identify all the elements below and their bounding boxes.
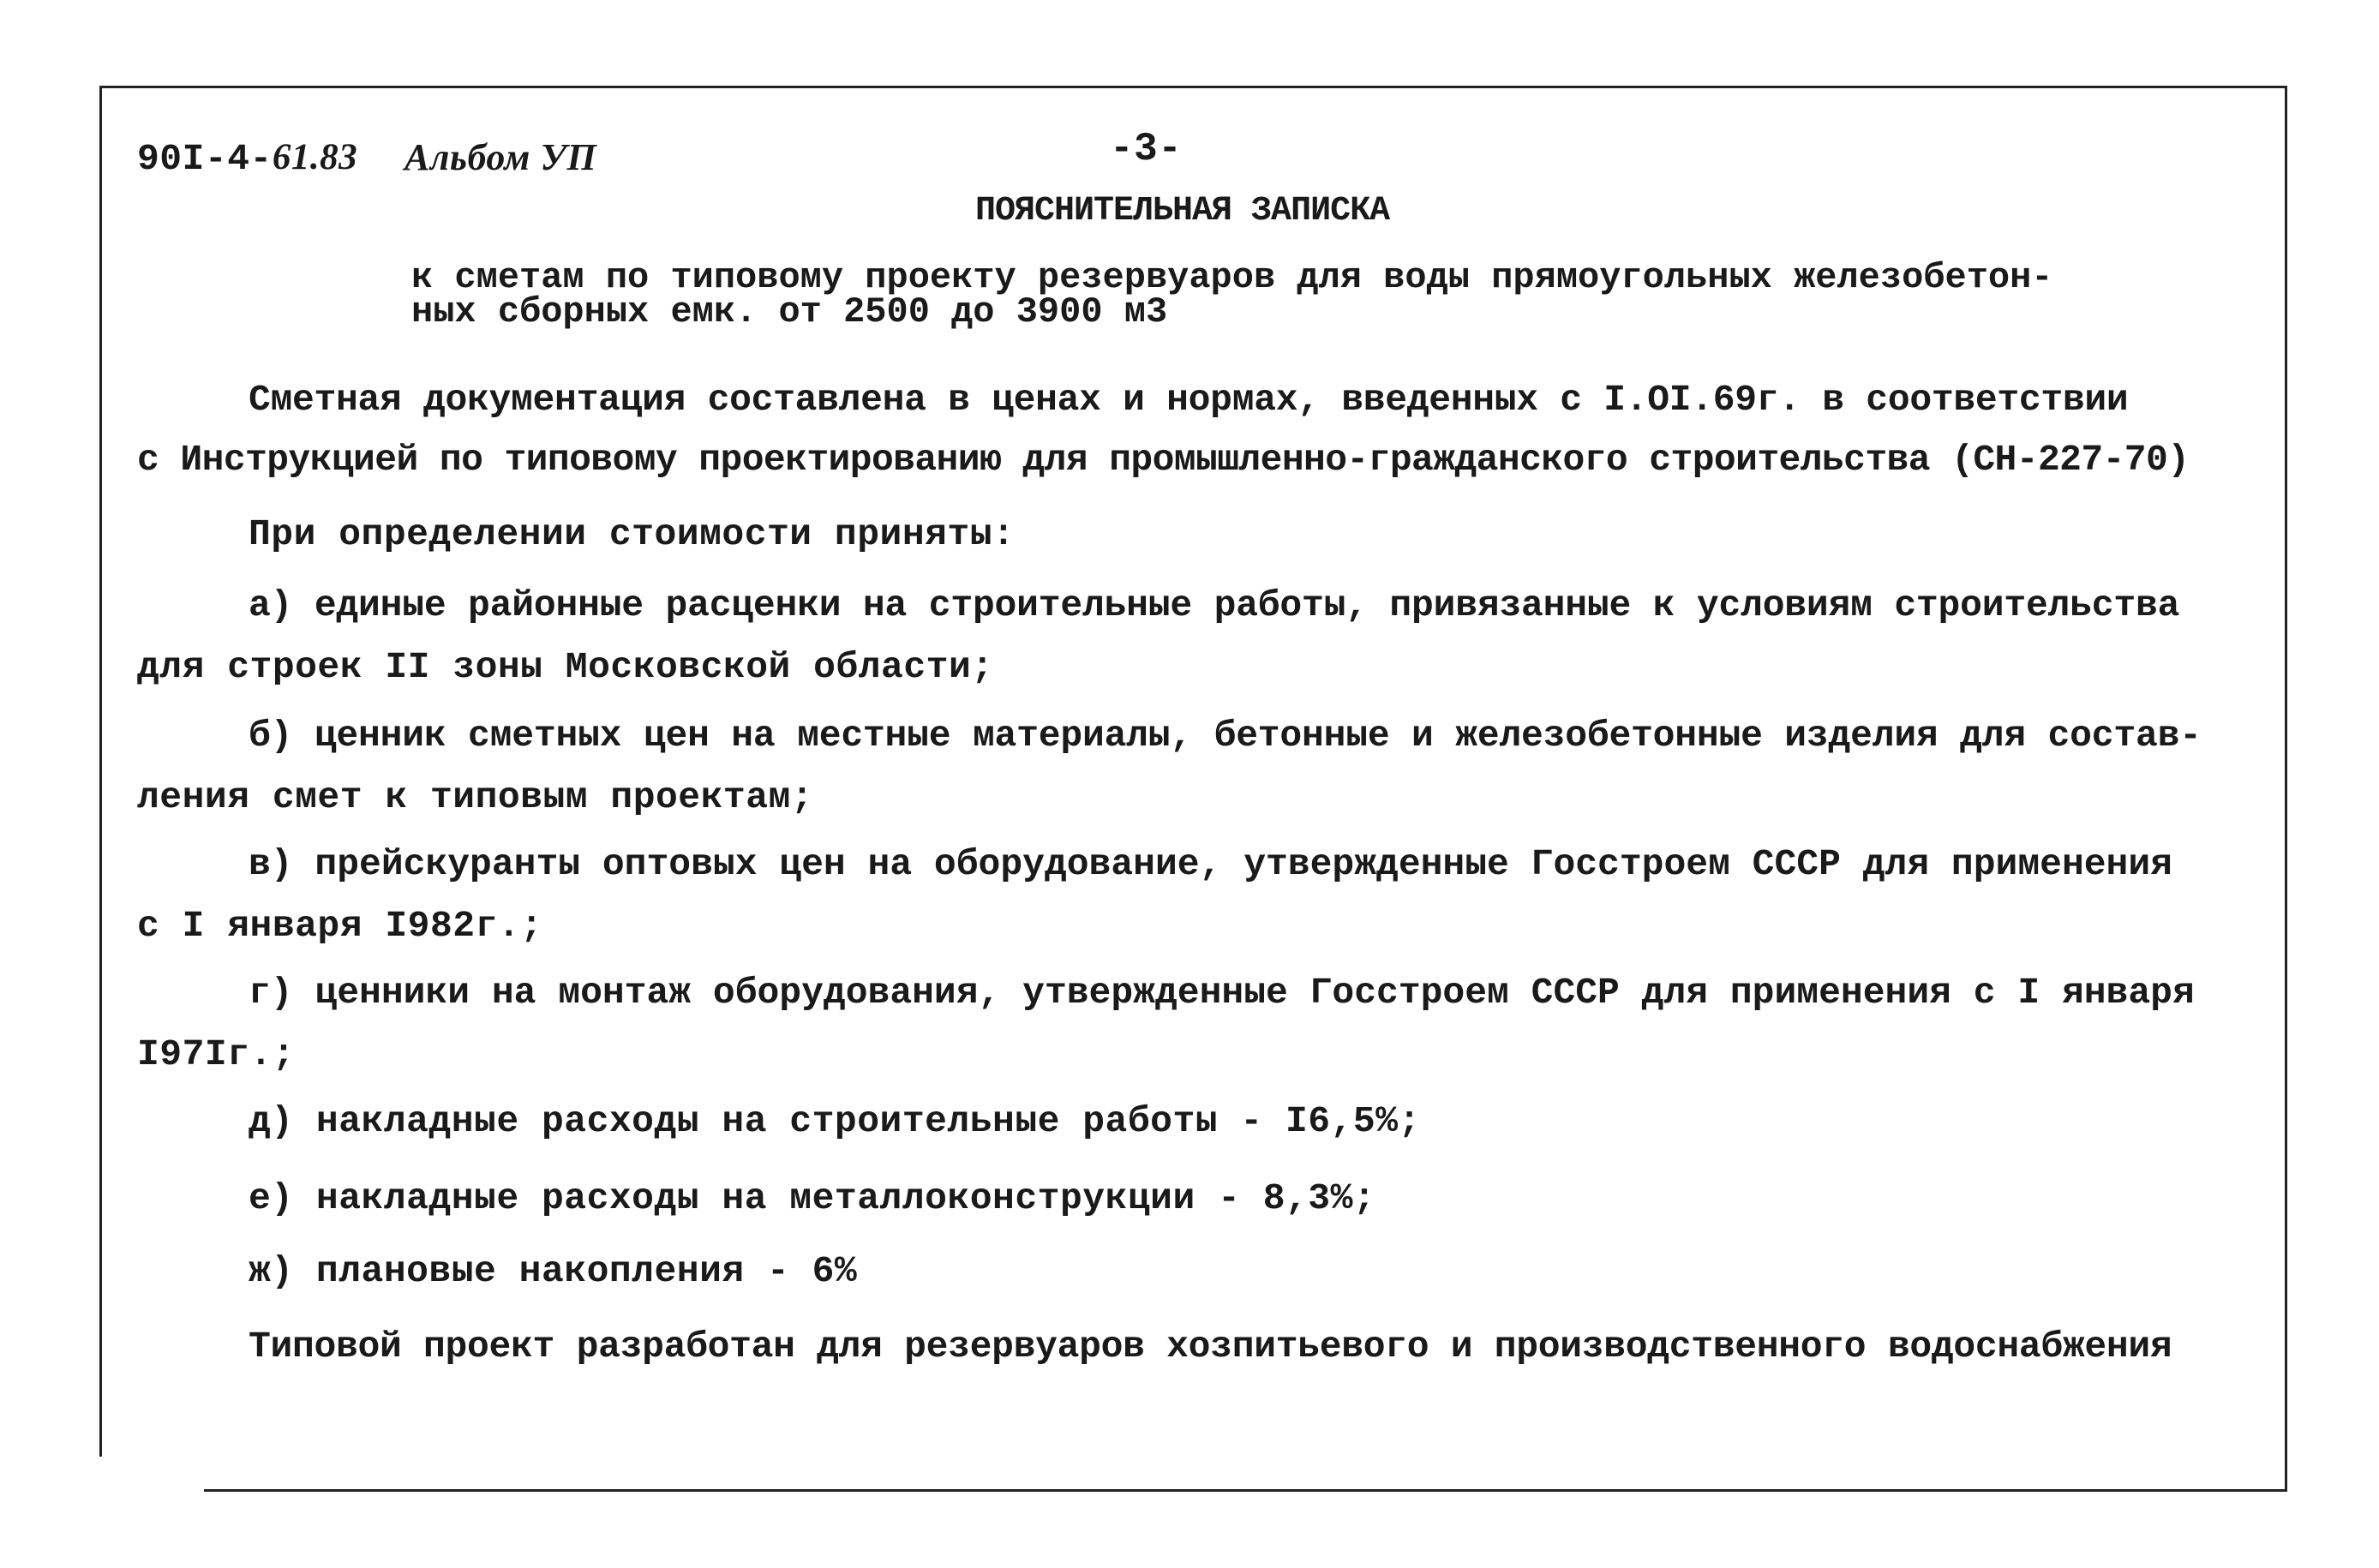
item-d: д) накладные расходы на строительные работы - I6,5%; (249, 1100, 1421, 1142)
album-label: Альбом УП (404, 136, 597, 178)
doc-code-handwritten: 61.83 (272, 137, 358, 177)
doc-code-prefix: 90I-4- (137, 138, 273, 180)
frame-left-line (99, 86, 102, 1457)
closing-line: Типовой проект разработан для резервуаров хозпитьевого и производственного водоснабжения (249, 1326, 2172, 1368)
item-b-line-2: ления смет к типовым проектам; (137, 776, 814, 818)
frame-top-line (99, 86, 2285, 88)
item-zh: ж) плановые накопления - 6% (249, 1250, 858, 1292)
intro-line-1: Сметная документация составлена в ценах и нормах, введенных с I.OI.69г. в соответствии (249, 379, 2129, 421)
item-v-line-1: в) прейскуранты оптовых цен на оборудование, утвержденные Госстроем СССР для применения (249, 843, 2172, 885)
item-b-line-1: б) ценник сметных цен на местные материалы, бетонные и железобетонные изделия для состав- (249, 715, 2202, 757)
subtitle-line-1: к сметам по типовому проекту резервуаров для воды прямоугольных железобетон- (411, 257, 2053, 298)
subtitle-line-2: ных сборных емк. от 2500 до 3900 м3 (411, 291, 1168, 332)
item-e: е) накладные расходы на металлоконструкции - 8,3%; (249, 1177, 1376, 1219)
cost-lead: При определении стоимости приняты: (249, 513, 1016, 555)
intro-line-2: с Инструкцией по типовому проектированию для промышленно-гражданского строительства (СН-227-70) (137, 439, 2190, 481)
page-title: ПОЯСНИТЕЛЬНАЯ ЗАПИСКА (975, 192, 1390, 230)
frame-bottom-line (204, 1489, 2287, 1492)
item-v-line-2: с I января I982г.; (137, 905, 543, 947)
item-g-line-1: г) ценники на монтаж оборудования, утвержденные Госстроем СССР для применения с I января (249, 972, 2195, 1014)
page-number: -3- (1110, 127, 1183, 171)
item-a-line-1: а) единые районные расценки на строительные работы, привязанные к условиям строительства (249, 584, 2180, 626)
item-a-line-2: для строек II зоны Московской области; (137, 646, 994, 688)
doc-code (137, 137, 357, 180)
item-g-line-2: I97Iг.; (137, 1033, 296, 1075)
frame-right-line (2285, 86, 2287, 1491)
